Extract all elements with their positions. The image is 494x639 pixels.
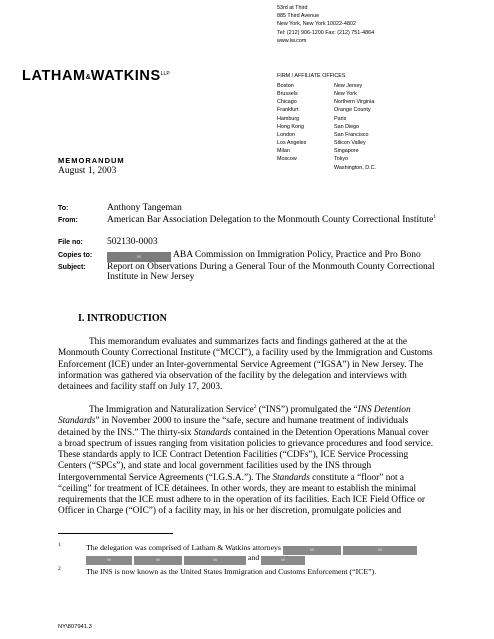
p2-text-c: ” in November 2000 to insure the “safe, secure and humane treatment of individuals detained by the INS.” The thirty-six <box>58 416 409 438</box>
office-item: Moscow <box>277 156 297 163</box>
memo-date: August 1, 2003 <box>58 166 117 176</box>
copies-text: ABA Commission on Immigration Policy, Practice and Pro Bono <box>173 250 421 260</box>
redaction-box: b6 <box>134 556 182 565</box>
p2-text-e: constitute a “floor” not a “ceiling” for treatment of ICE detainees. In other words, they are meant to establish the minimal requirements that the ICE must adhere to in the operation of its facilities. Each ICE Field Office or Officer in Charge (“OIC”) of a facility may, in his or her discretion, promulgate policies and <box>58 472 425 517</box>
office-item: New York <box>334 91 357 98</box>
from-value <box>107 215 437 225</box>
p2-italic-standards-title: INS Detention Standards <box>58 405 411 427</box>
p2-text-a: The Immigration and Naturalization Service <box>89 405 254 415</box>
firm-address <box>277 4 374 45</box>
office-item: Los Angeles <box>277 140 307 147</box>
p2-italic-standards: Standards <box>193 427 232 438</box>
logo-ampersand: & <box>85 74 91 81</box>
firm-logo <box>22 68 170 84</box>
address-phone: Tel: (212) 906-1200 Fax: (212) 751-4864 <box>277 29 375 36</box>
copies-value <box>107 250 437 262</box>
document-id: NY\807941.3 <box>58 624 92 630</box>
copies-label: Copies to: <box>58 252 93 259</box>
footnote-2-number: 2 <box>58 566 61 572</box>
paragraph-1-text: This memorandum evaluates and summarizes facts and findings gathered at the at the Monmouth County Correctional Institute (“MCCI”), a facility used by the Immigration and Customs Enforcement (ICE) under an Inter-governmental Service Agreement (“IGSA”) in New Jersey. The information was gathered via observation of the facility by the delegation and interviews with detainees and facility staff on July 17, 2003. <box>58 337 433 392</box>
redaction-box: b6 <box>343 546 417 555</box>
footnote-ref-2: 2 <box>253 403 257 410</box>
p2-text-d: contained in the Detention Operations Manual cover a broad spectrum of issues ranging from visitation policies to grievance procedures and food service. These standards apply to ICE Contract Detention Facilities (“CDFs”), ICE Service Processing Centers (“SPCs”), and state and local government facilities used by the INS through Intergovernmental Service Agreements (“I.G.S.A.”). The <box>58 427 434 483</box>
footnote-ref-1: 1 <box>433 213 437 220</box>
footnote-1-text: The delegation was comprised of Latham & Watkins attorneys <box>86 543 281 552</box>
logo-watkins: WATKINS <box>90 68 161 84</box>
office-item: Tokyo <box>334 156 349 163</box>
from-label: From: <box>58 217 78 224</box>
address-street: 53rd at Third <box>277 5 308 11</box>
to-value: Anthony Tangeman <box>107 203 182 213</box>
p2-text-b: (“INS”) promulgated the “ <box>256 405 358 415</box>
subject-value: Report on Observations During a General Tour of the Monmouth County Correctional Institute in New Jersey <box>107 262 435 283</box>
redaction-box: b6 <box>261 556 305 565</box>
office-item: Frankfurt <box>277 107 299 114</box>
office-item: Milan <box>277 148 290 155</box>
office-item: New Jersey <box>334 83 363 89</box>
p2-italic-standards-2: Standards <box>272 472 310 483</box>
office-item: San Francisco <box>334 131 369 138</box>
office-item: Silicon Valley <box>334 140 366 147</box>
office-item: Boston <box>277 83 294 89</box>
office-item: London <box>277 131 295 138</box>
logo-llp: LLP <box>160 71 170 77</box>
footnote-1-line-2 <box>86 553 307 565</box>
redaction-box: b6 <box>86 556 132 565</box>
paragraph-2-text <box>58 405 434 518</box>
offices-column-1 <box>277 82 306 164</box>
file-value: 502130-0003 <box>107 237 158 247</box>
address-avenue: 885 Third Avenue <box>277 13 320 20</box>
office-item: Hamburg <box>277 115 300 122</box>
to-label: To: <box>58 205 69 212</box>
address-web: www.lw.com <box>277 37 307 44</box>
redaction-box: b6 <box>107 252 171 262</box>
subject-label: Subject: <box>58 264 86 271</box>
office-item: Brussels <box>277 91 298 98</box>
address-city: New York, New York 10022-4802 <box>277 21 356 28</box>
paragraph-2 <box>58 405 434 518</box>
office-item: Washington, D.C. <box>334 164 377 171</box>
section-heading: I. INTRODUCTION <box>78 313 167 324</box>
footnote-divider <box>58 533 173 534</box>
memo-title: MEMORANDUM <box>58 156 125 165</box>
footnote-2-text: The INS is now known as the United States Immigration and Customs Enforcement (“ICE”). <box>86 567 377 576</box>
offices-column-2 <box>334 82 376 172</box>
redaction-box: b6 <box>184 556 246 565</box>
office-item: Northern Virginia <box>334 99 375 106</box>
offices-title: FIRM / AFFILIATE OFFICES <box>277 73 346 79</box>
paragraph-1 <box>58 337 434 393</box>
logo-latham: LATHAM <box>22 68 86 84</box>
office-item: Chicago <box>277 99 297 106</box>
office-item: San Diego <box>334 123 360 130</box>
footnote-1-number: 1 <box>58 542 61 548</box>
office-item: Paris <box>334 115 347 122</box>
from-text: American Bar Association Delegation to the Monmouth County Correctional Institute <box>107 215 434 225</box>
office-item: Orange County <box>334 107 371 114</box>
footnote-1-and: and <box>248 553 260 562</box>
office-item: Singapore <box>334 148 359 155</box>
office-item: Hong Kong <box>277 123 304 130</box>
file-label: File no: <box>58 239 83 246</box>
redaction-box: b6 <box>283 546 341 555</box>
